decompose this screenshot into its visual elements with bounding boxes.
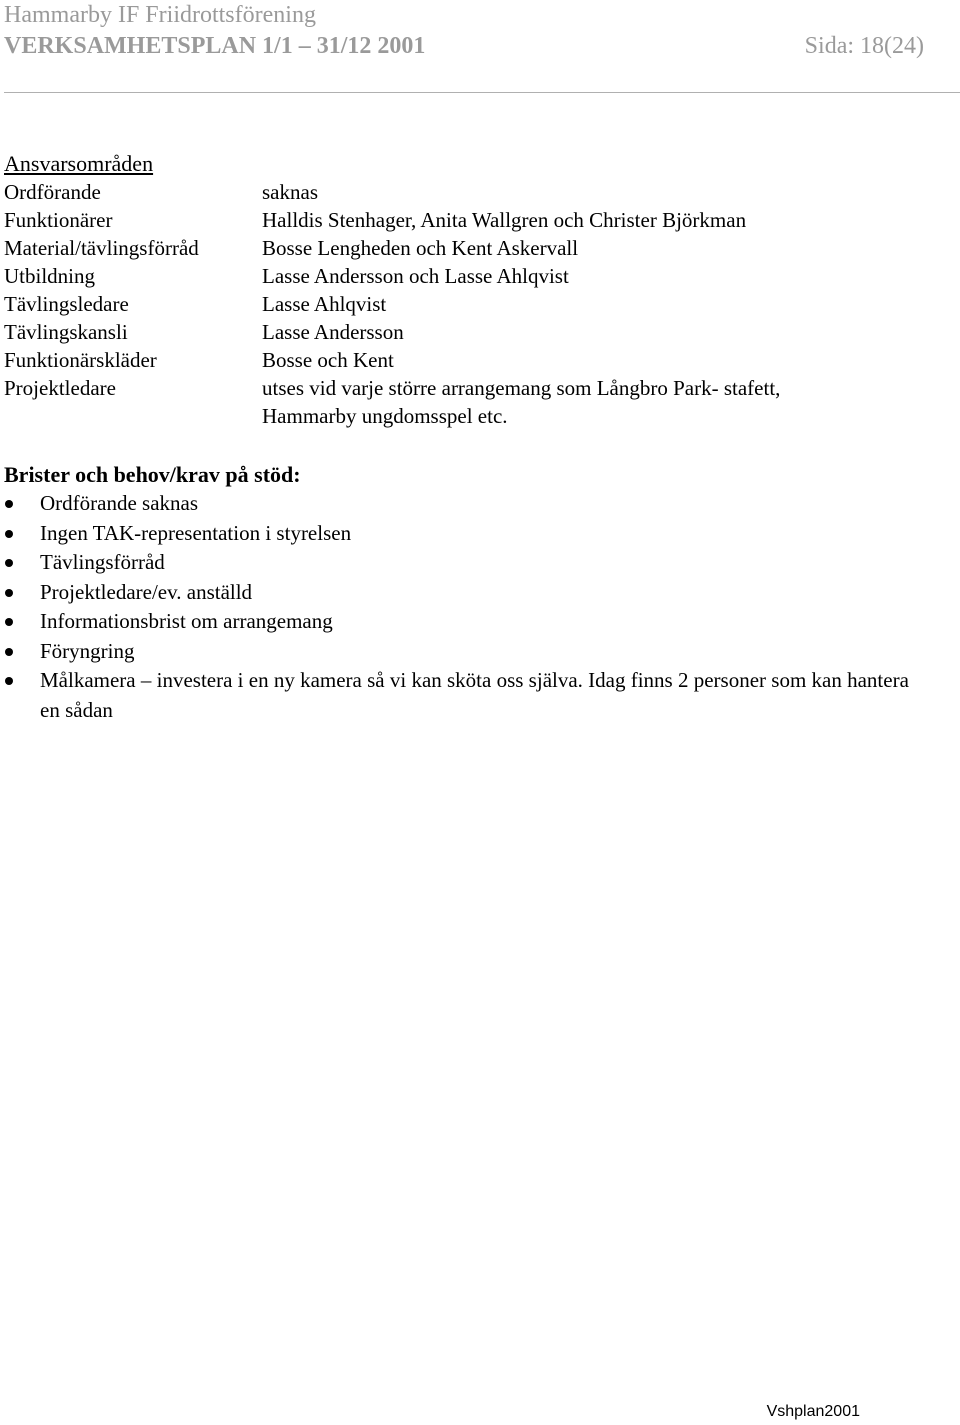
responsibility-row bbox=[4, 318, 904, 346]
list-item bbox=[4, 548, 914, 578]
responsibility-row bbox=[4, 346, 904, 374]
list-item-text: Ingen TAK-representation i styrelsen bbox=[40, 520, 352, 545]
responsibility-role: Funktionärer bbox=[4, 208, 113, 232]
list-item-text: Informationsbrist om arrangemang bbox=[40, 609, 333, 633]
list-item bbox=[4, 578, 914, 608]
list-item-text: Föryngring bbox=[40, 638, 135, 663]
responsibility-role: Utbildning bbox=[4, 264, 96, 288]
bullet-icon bbox=[4, 548, 40, 578]
bullet-icon bbox=[4, 578, 40, 608]
responsibility-row bbox=[4, 262, 904, 290]
needs-title: Brister och behov/krav på stöd: bbox=[4, 462, 301, 487]
responsibilities-title: Ansvarsområden bbox=[4, 151, 154, 176]
bullet-icon bbox=[4, 489, 40, 519]
list-item-text: Tävlingsförråd bbox=[40, 550, 165, 574]
list-item bbox=[4, 637, 914, 667]
header-divider bbox=[4, 92, 960, 93]
responsibility-role: Funktionärskläder bbox=[4, 348, 157, 372]
list-item bbox=[4, 607, 914, 637]
list-item-text: Projektledare/ev. anställd bbox=[40, 579, 253, 604]
responsibility-person: Lasse Andersson och Lasse Ahlqvist bbox=[262, 264, 569, 288]
responsibility-role: Material/tävlingsförråd bbox=[4, 236, 199, 260]
responsibility-row bbox=[4, 178, 904, 206]
responsibility-row bbox=[4, 374, 904, 430]
list-item bbox=[4, 666, 914, 725]
responsibility-row bbox=[4, 206, 904, 234]
responsibility-person: Lasse Ahlqvist bbox=[262, 292, 387, 316]
responsibility-role: Tävlingsledare bbox=[4, 292, 129, 316]
bullet-icon bbox=[4, 637, 40, 667]
needs-list bbox=[4, 489, 914, 725]
responsibility-role: Projektledare bbox=[4, 376, 116, 400]
responsibility-person: Halldis Stenhager, Anita Wallgren och Christer Björkman bbox=[262, 208, 747, 232]
responsibility-row bbox=[4, 290, 904, 318]
responsibility-person: utses vid varje större arrangemang som Långbro Park- stafett, Hammarby ungdomsspel etc. bbox=[262, 376, 781, 428]
bullet-icon bbox=[4, 519, 40, 549]
header-organization: Hammarby IF Friidrottsförening bbox=[4, 2, 316, 28]
list-item-text: Ordförande saknas bbox=[40, 491, 199, 515]
bullet-icon bbox=[4, 607, 40, 637]
responsibilities-table bbox=[4, 178, 904, 430]
responsibility-role: Ordförande bbox=[4, 180, 101, 204]
responsibility-person: Bosse och Kent bbox=[262, 348, 394, 372]
header-plan-title: VERKSAMHETSPLAN 1/1 – 31/12 2001 bbox=[4, 33, 426, 59]
list-item bbox=[4, 489, 914, 519]
responsibility-row bbox=[4, 234, 904, 262]
responsibility-person: Bosse Lengheden och Kent Askervall bbox=[262, 236, 579, 260]
responsibility-person: Lasse Andersson bbox=[262, 320, 404, 344]
list-item-text: Målkamera – investera i en ny kamera så vi kan sköta oss själva. Idag finns 2 personer som kan hantera en sådan bbox=[40, 668, 909, 722]
bullet-icon bbox=[4, 666, 40, 725]
footer-filename: Vshplan2001 bbox=[766, 1403, 860, 1420]
header-page-number: Sida: 18(24) bbox=[804, 33, 924, 59]
list-item bbox=[4, 519, 914, 549]
responsibility-person: saknas bbox=[262, 180, 318, 204]
responsibility-role: Tävlingskansli bbox=[4, 320, 128, 344]
